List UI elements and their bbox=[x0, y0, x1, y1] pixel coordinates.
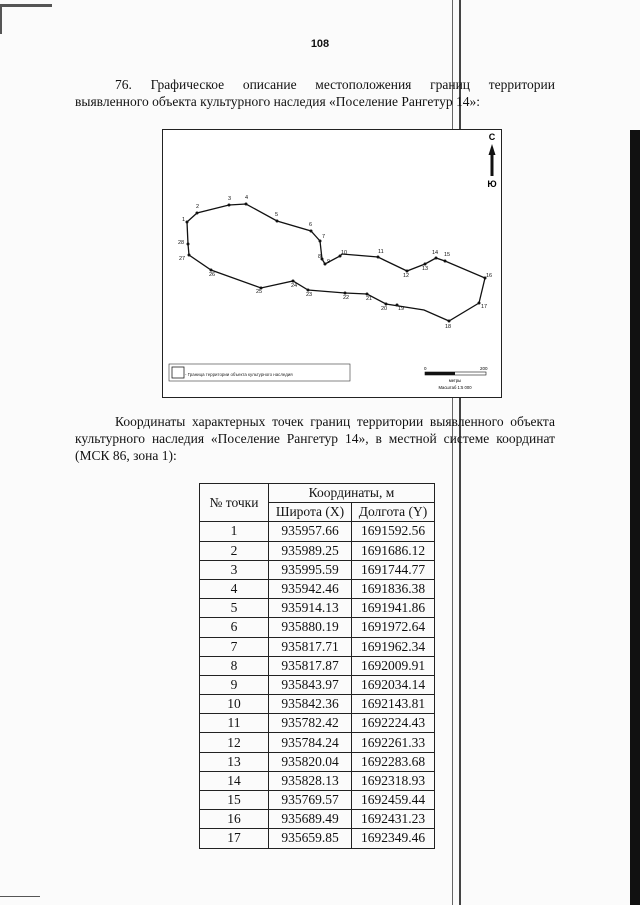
cell-longitude: 1692431.23 bbox=[352, 810, 435, 829]
boundary-point-label: 14 bbox=[432, 250, 439, 256]
cell-point-number: 4 bbox=[200, 579, 269, 598]
cell-point-number: 12 bbox=[200, 733, 269, 752]
cell-longitude: 1691836.38 bbox=[352, 579, 435, 598]
cell-longitude: 1692143.81 bbox=[352, 695, 435, 714]
cell-longitude: 1691686.12 bbox=[352, 541, 435, 560]
boundary-point bbox=[310, 230, 313, 233]
cell-latitude: 935842.36 bbox=[269, 695, 352, 714]
boundary-point-label: 9 bbox=[327, 259, 331, 265]
table-row bbox=[200, 618, 435, 637]
cell-latitude: 935784.24 bbox=[269, 733, 352, 752]
legend-text: - Граница территории объекта культурного наследия bbox=[185, 372, 293, 377]
table-row bbox=[200, 579, 435, 598]
cell-longitude: 1692034.14 bbox=[352, 675, 435, 694]
cell-latitude: 935995.59 bbox=[269, 560, 352, 579]
cell-latitude: 935769.57 bbox=[269, 791, 352, 810]
cell-longitude: 1691941.86 bbox=[352, 599, 435, 618]
header-latitude: Широта (X) bbox=[269, 503, 352, 522]
cell-point-number: 1 bbox=[200, 522, 269, 541]
cell-latitude: 935782.42 bbox=[269, 714, 352, 733]
header-point-number: № точки bbox=[200, 484, 269, 522]
cell-longitude: 1691744.77 bbox=[352, 560, 435, 579]
boundary-point-label: 22 bbox=[343, 295, 350, 301]
boundary-point bbox=[188, 254, 191, 257]
boundary-point-label: 24 bbox=[291, 283, 298, 289]
boundary-point-label: 8 bbox=[318, 254, 322, 260]
cell-latitude: 935989.25 bbox=[269, 541, 352, 560]
table-row bbox=[200, 541, 435, 560]
boundary-point-label: 23 bbox=[306, 292, 313, 298]
cell-latitude: 935820.04 bbox=[269, 752, 352, 771]
cell-latitude: 935880.19 bbox=[269, 618, 352, 637]
table-row bbox=[200, 675, 435, 694]
cell-latitude: 935914.13 bbox=[269, 599, 352, 618]
boundary-point bbox=[196, 212, 199, 215]
table-row bbox=[200, 810, 435, 829]
boundary-point-label: 1 bbox=[182, 217, 186, 223]
cell-latitude: 935957.66 bbox=[269, 522, 352, 541]
header-longitude: Долгота (Y) bbox=[352, 503, 435, 522]
table-row bbox=[200, 637, 435, 656]
table-row bbox=[200, 522, 435, 541]
cell-latitude: 935828.13 bbox=[269, 771, 352, 790]
cell-point-number: 5 bbox=[200, 599, 269, 618]
table-row bbox=[200, 599, 435, 618]
boundary-point-label: 27 bbox=[179, 256, 186, 262]
table-row bbox=[200, 791, 435, 810]
scan-artifact-top-left bbox=[0, 4, 52, 7]
cell-point-number: 2 bbox=[200, 541, 269, 560]
coordinates-paragraph: Координаты характерных точек границ территории выявленного объекта культурного наследия «Поселение Рангетур 14», в местной системе координат (МСК 86, зона 1): bbox=[75, 414, 555, 463]
boundary-point-label: 19 bbox=[398, 306, 405, 312]
cell-latitude: 935817.71 bbox=[269, 637, 352, 656]
boundary-point-label: 7 bbox=[322, 234, 326, 240]
boundary-point-label: 13 bbox=[422, 266, 429, 272]
boundary-point-label: 18 bbox=[445, 324, 452, 330]
scale-zero: 0 bbox=[424, 366, 427, 371]
table-row bbox=[200, 714, 435, 733]
header-coordinates: Координаты, м bbox=[269, 484, 435, 503]
scale-ratio: Масштаб 1:5 000 bbox=[438, 385, 472, 390]
boundary-point bbox=[186, 221, 189, 224]
table-row bbox=[200, 829, 435, 848]
cell-point-number: 13 bbox=[200, 752, 269, 771]
boundary-polygon bbox=[187, 204, 488, 321]
cell-longitude: 1692349.46 bbox=[352, 829, 435, 848]
north-label: С bbox=[488, 132, 496, 142]
cell-longitude: 1692261.33 bbox=[352, 733, 435, 752]
boundary-point-label: 4 bbox=[245, 195, 249, 201]
table-row bbox=[200, 752, 435, 771]
cell-latitude: 935659.85 bbox=[269, 829, 352, 848]
boundary-point bbox=[276, 220, 279, 223]
boundary-point-label: 16 bbox=[486, 273, 493, 279]
table-row bbox=[200, 695, 435, 714]
boundary-point bbox=[187, 243, 190, 246]
cell-longitude: 1691592.56 bbox=[352, 522, 435, 541]
table-row bbox=[200, 656, 435, 675]
scan-edge-right bbox=[630, 130, 640, 905]
cell-longitude: 1692283.68 bbox=[352, 752, 435, 771]
boundary-point bbox=[377, 256, 380, 259]
boundary-point bbox=[444, 260, 447, 263]
boundary-point-label: 3 bbox=[228, 196, 232, 202]
boundary-point-label: 20 bbox=[381, 306, 388, 312]
cell-longitude: 1692318.93 bbox=[352, 771, 435, 790]
scale-max: 200 bbox=[480, 366, 488, 371]
section-heading: 76. Графическое описание местоположения границ территории выявленного объекта культурного наследия «Поселение Рангетур 14»: bbox=[75, 77, 555, 109]
boundary-point bbox=[228, 204, 231, 207]
table-row bbox=[200, 560, 435, 579]
cell-point-number: 6 bbox=[200, 618, 269, 637]
boundary-point-label: 21 bbox=[366, 296, 373, 302]
boundary-point-label: 5 bbox=[275, 212, 279, 218]
boundary-point-label: 6 bbox=[309, 222, 313, 228]
boundary-point-labels bbox=[178, 195, 492, 330]
coordinates-table bbox=[199, 483, 435, 849]
table-row bbox=[200, 771, 435, 790]
cell-longitude: 1691962.34 bbox=[352, 637, 435, 656]
scale-unit: метры bbox=[448, 378, 462, 383]
boundary-points bbox=[186, 203, 487, 323]
cell-longitude: 1692459.44 bbox=[352, 791, 435, 810]
cell-longitude: 1692009.91 bbox=[352, 656, 435, 675]
boundary-point bbox=[435, 257, 438, 260]
boundary-point bbox=[448, 320, 451, 323]
cell-point-number: 15 bbox=[200, 791, 269, 810]
cell-latitude: 935689.49 bbox=[269, 810, 352, 829]
north-arrow-icon bbox=[489, 144, 496, 155]
scale-bar-fill bbox=[425, 372, 455, 375]
boundary-point-label: 2 bbox=[196, 204, 200, 210]
boundary-point bbox=[245, 203, 248, 206]
cell-longitude: 1692224.43 bbox=[352, 714, 435, 733]
cell-latitude: 935942.46 bbox=[269, 579, 352, 598]
cell-point-number: 11 bbox=[200, 714, 269, 733]
boundary-point-label: 25 bbox=[256, 289, 263, 295]
boundary-point-label: 15 bbox=[444, 252, 451, 258]
boundary-point-label: 10 bbox=[341, 250, 348, 256]
boundary-point-label: 26 bbox=[209, 272, 216, 278]
north-arrow-shaft bbox=[491, 154, 494, 176]
cell-point-number: 7 bbox=[200, 637, 269, 656]
cell-point-number: 16 bbox=[200, 810, 269, 829]
boundary-map-svg bbox=[163, 130, 501, 397]
scan-artifact-left-edge bbox=[0, 4, 2, 34]
page-number: 108 bbox=[310, 38, 330, 50]
south-label: Ю bbox=[487, 179, 497, 189]
cell-latitude: 935843.97 bbox=[269, 675, 352, 694]
cell-point-number: 10 bbox=[200, 695, 269, 714]
cell-point-number: 8 bbox=[200, 656, 269, 675]
cell-point-number: 3 bbox=[200, 560, 269, 579]
boundary-point-label: 11 bbox=[378, 249, 384, 255]
cell-point-number: 14 bbox=[200, 771, 269, 790]
table-row bbox=[200, 733, 435, 752]
cell-point-number: 9 bbox=[200, 675, 269, 694]
boundary-point-label: 12 bbox=[403, 273, 410, 279]
boundary-map bbox=[162, 129, 502, 398]
cell-longitude: 1691972.64 bbox=[352, 618, 435, 637]
cell-latitude: 935817.87 bbox=[269, 656, 352, 675]
boundary-point-label: 28 bbox=[178, 240, 185, 246]
boundary-point-label: 17 bbox=[481, 304, 488, 310]
cell-point-number: 17 bbox=[200, 829, 269, 848]
scan-artifact-bottom bbox=[0, 896, 40, 897]
